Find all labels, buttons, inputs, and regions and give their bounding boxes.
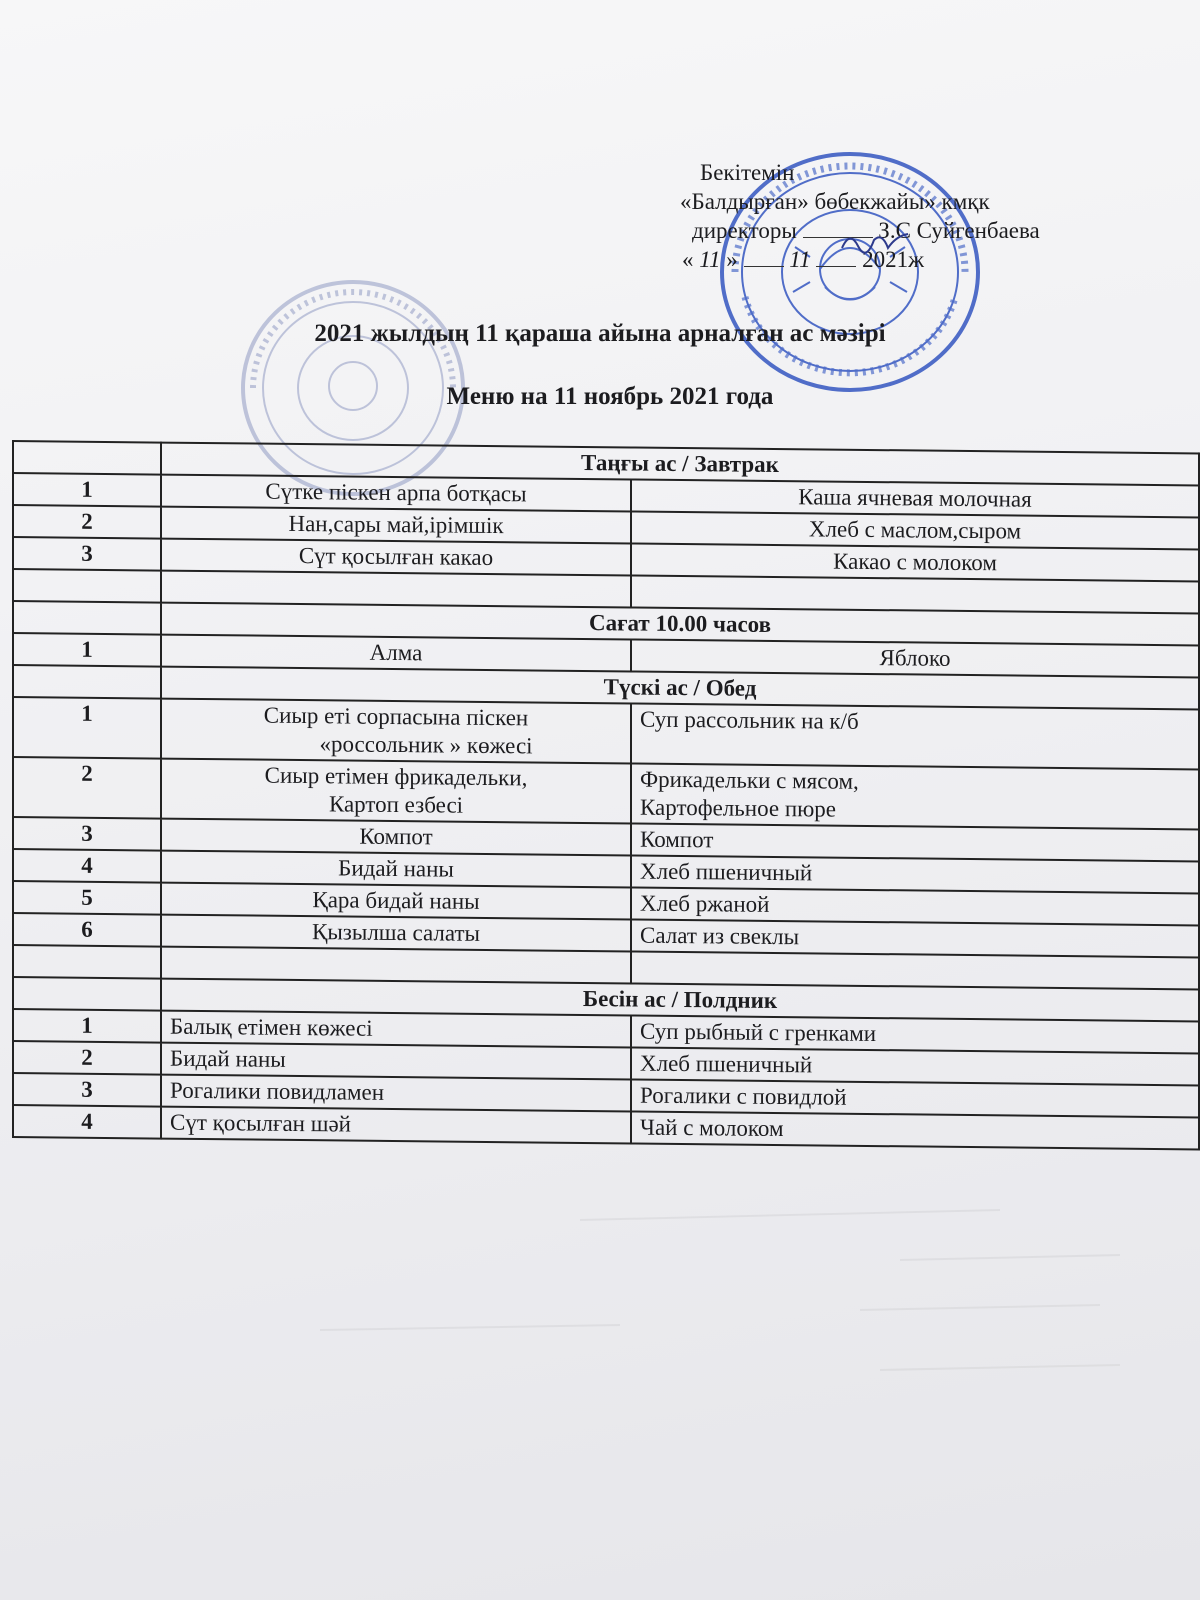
dish-kz-line2: Картоп езбесі (328, 791, 464, 818)
dish-kz (161, 699, 631, 764)
date-close-quote: » (726, 247, 738, 272)
dish-ru: Чай с молоком (631, 1111, 1199, 1149)
row-number: 2 (13, 505, 161, 539)
date-month: 11 (789, 247, 811, 272)
dish-kz: Қара бидай наны (161, 883, 631, 920)
row-number: 1 (13, 473, 161, 507)
menu-table (12, 440, 1200, 1150)
dish-kz: Нан,сары май,ірімшік (161, 507, 631, 544)
director-label: директоры (692, 218, 797, 243)
row-number: 1 (13, 697, 161, 759)
dish-ru: Яблоко (631, 639, 1199, 677)
dish-ru (631, 763, 1199, 829)
dish-kz: Сүтке піскен арпа ботқасы (161, 475, 631, 512)
dish-ru: Хлеб пшеничный (631, 1047, 1199, 1085)
dish-ru: Каша ячневая молочная (631, 479, 1199, 517)
row-number: 4 (13, 1105, 161, 1139)
row-number: 2 (13, 1041, 161, 1075)
row-number: 6 (13, 913, 161, 947)
dish-kz-line2: «россольник » көжесі (319, 731, 533, 759)
dish-ru: Хлеб с маслом,сыром (631, 511, 1199, 549)
dish-ru: Суп рыбный с гренками (631, 1015, 1199, 1053)
dish-kz: Қызылша салаты (161, 915, 631, 952)
section-heading: Бесін ас / Полдник (161, 979, 1199, 1022)
date-day: 11 (699, 247, 721, 272)
row-number: 1 (13, 633, 161, 667)
dish-ru-line2: Картофельное пюре (640, 794, 837, 822)
row-number: 1 (13, 1009, 161, 1043)
dish-kz: Балық етімен көжесі (161, 1011, 631, 1048)
dish-ru: Какао с молоком (631, 543, 1199, 581)
dish-kz: Компот (161, 819, 631, 856)
section-heading: Таңғы ас / Завтрак (161, 443, 1199, 486)
approval-line-3 (680, 216, 1180, 245)
dish-kz: Рогалики повидламен (161, 1075, 631, 1112)
section-heading: Түскі ас / Обед (161, 667, 1199, 710)
dish-ru: Хлеб пшеничный (631, 855, 1199, 893)
dish-ru: Хлеб ржаной (631, 887, 1199, 925)
row-number: 4 (13, 849, 161, 883)
date-open-quote: « (682, 247, 694, 272)
dish-kz: Бидай наны (161, 1043, 631, 1080)
director-name: З.С Суйгенбаева (878, 218, 1040, 243)
dish-ru-line1: Фрикадельки с мясом, (640, 766, 859, 794)
approval-date (680, 245, 1180, 274)
signature (840, 226, 910, 256)
dish-ru: Рогалики с повидлой (631, 1079, 1199, 1117)
dish-kz: Сүт қосылған шәй (161, 1107, 631, 1144)
dish-kz: Сүт қосылған какао (161, 539, 631, 576)
menu-title-kz: 2021 жылдың 11 қараша айына арналған ас мәзірі (314, 320, 886, 347)
row-number: 5 (13, 881, 161, 915)
dish-ru: Компот (631, 823, 1199, 861)
approval-line-1: Бекітемін (700, 160, 795, 185)
dish-ru: Салат из свеклы (631, 919, 1199, 957)
row-number: 3 (13, 1073, 161, 1107)
dish-kz: Бидай наны (161, 851, 631, 888)
dish-kz-line1: Сиыр еті сорпасына піскен (263, 702, 529, 731)
row-number: 2 (13, 757, 161, 819)
paper-show-through (20, 1200, 1180, 1580)
approval-line-2: «Балдырған» бөбекжайы» кмқк (680, 189, 990, 214)
dish-kz-line1: Сиыр етімен фрикадельки, (264, 762, 528, 791)
row-number: 3 (13, 817, 161, 851)
dish-kz (161, 759, 631, 824)
row-number: 3 (13, 537, 161, 571)
dish-ru: Суп рассольник на к/б (631, 703, 1199, 769)
dish-kz: Алма (161, 635, 631, 672)
date-year: 2021ж (862, 247, 924, 272)
approval-block (680, 158, 1180, 274)
menu-title-ru: Меню на 11 ноябрь 2021 года (446, 383, 774, 410)
section-heading: Сағат 10.00 часов (161, 603, 1199, 646)
